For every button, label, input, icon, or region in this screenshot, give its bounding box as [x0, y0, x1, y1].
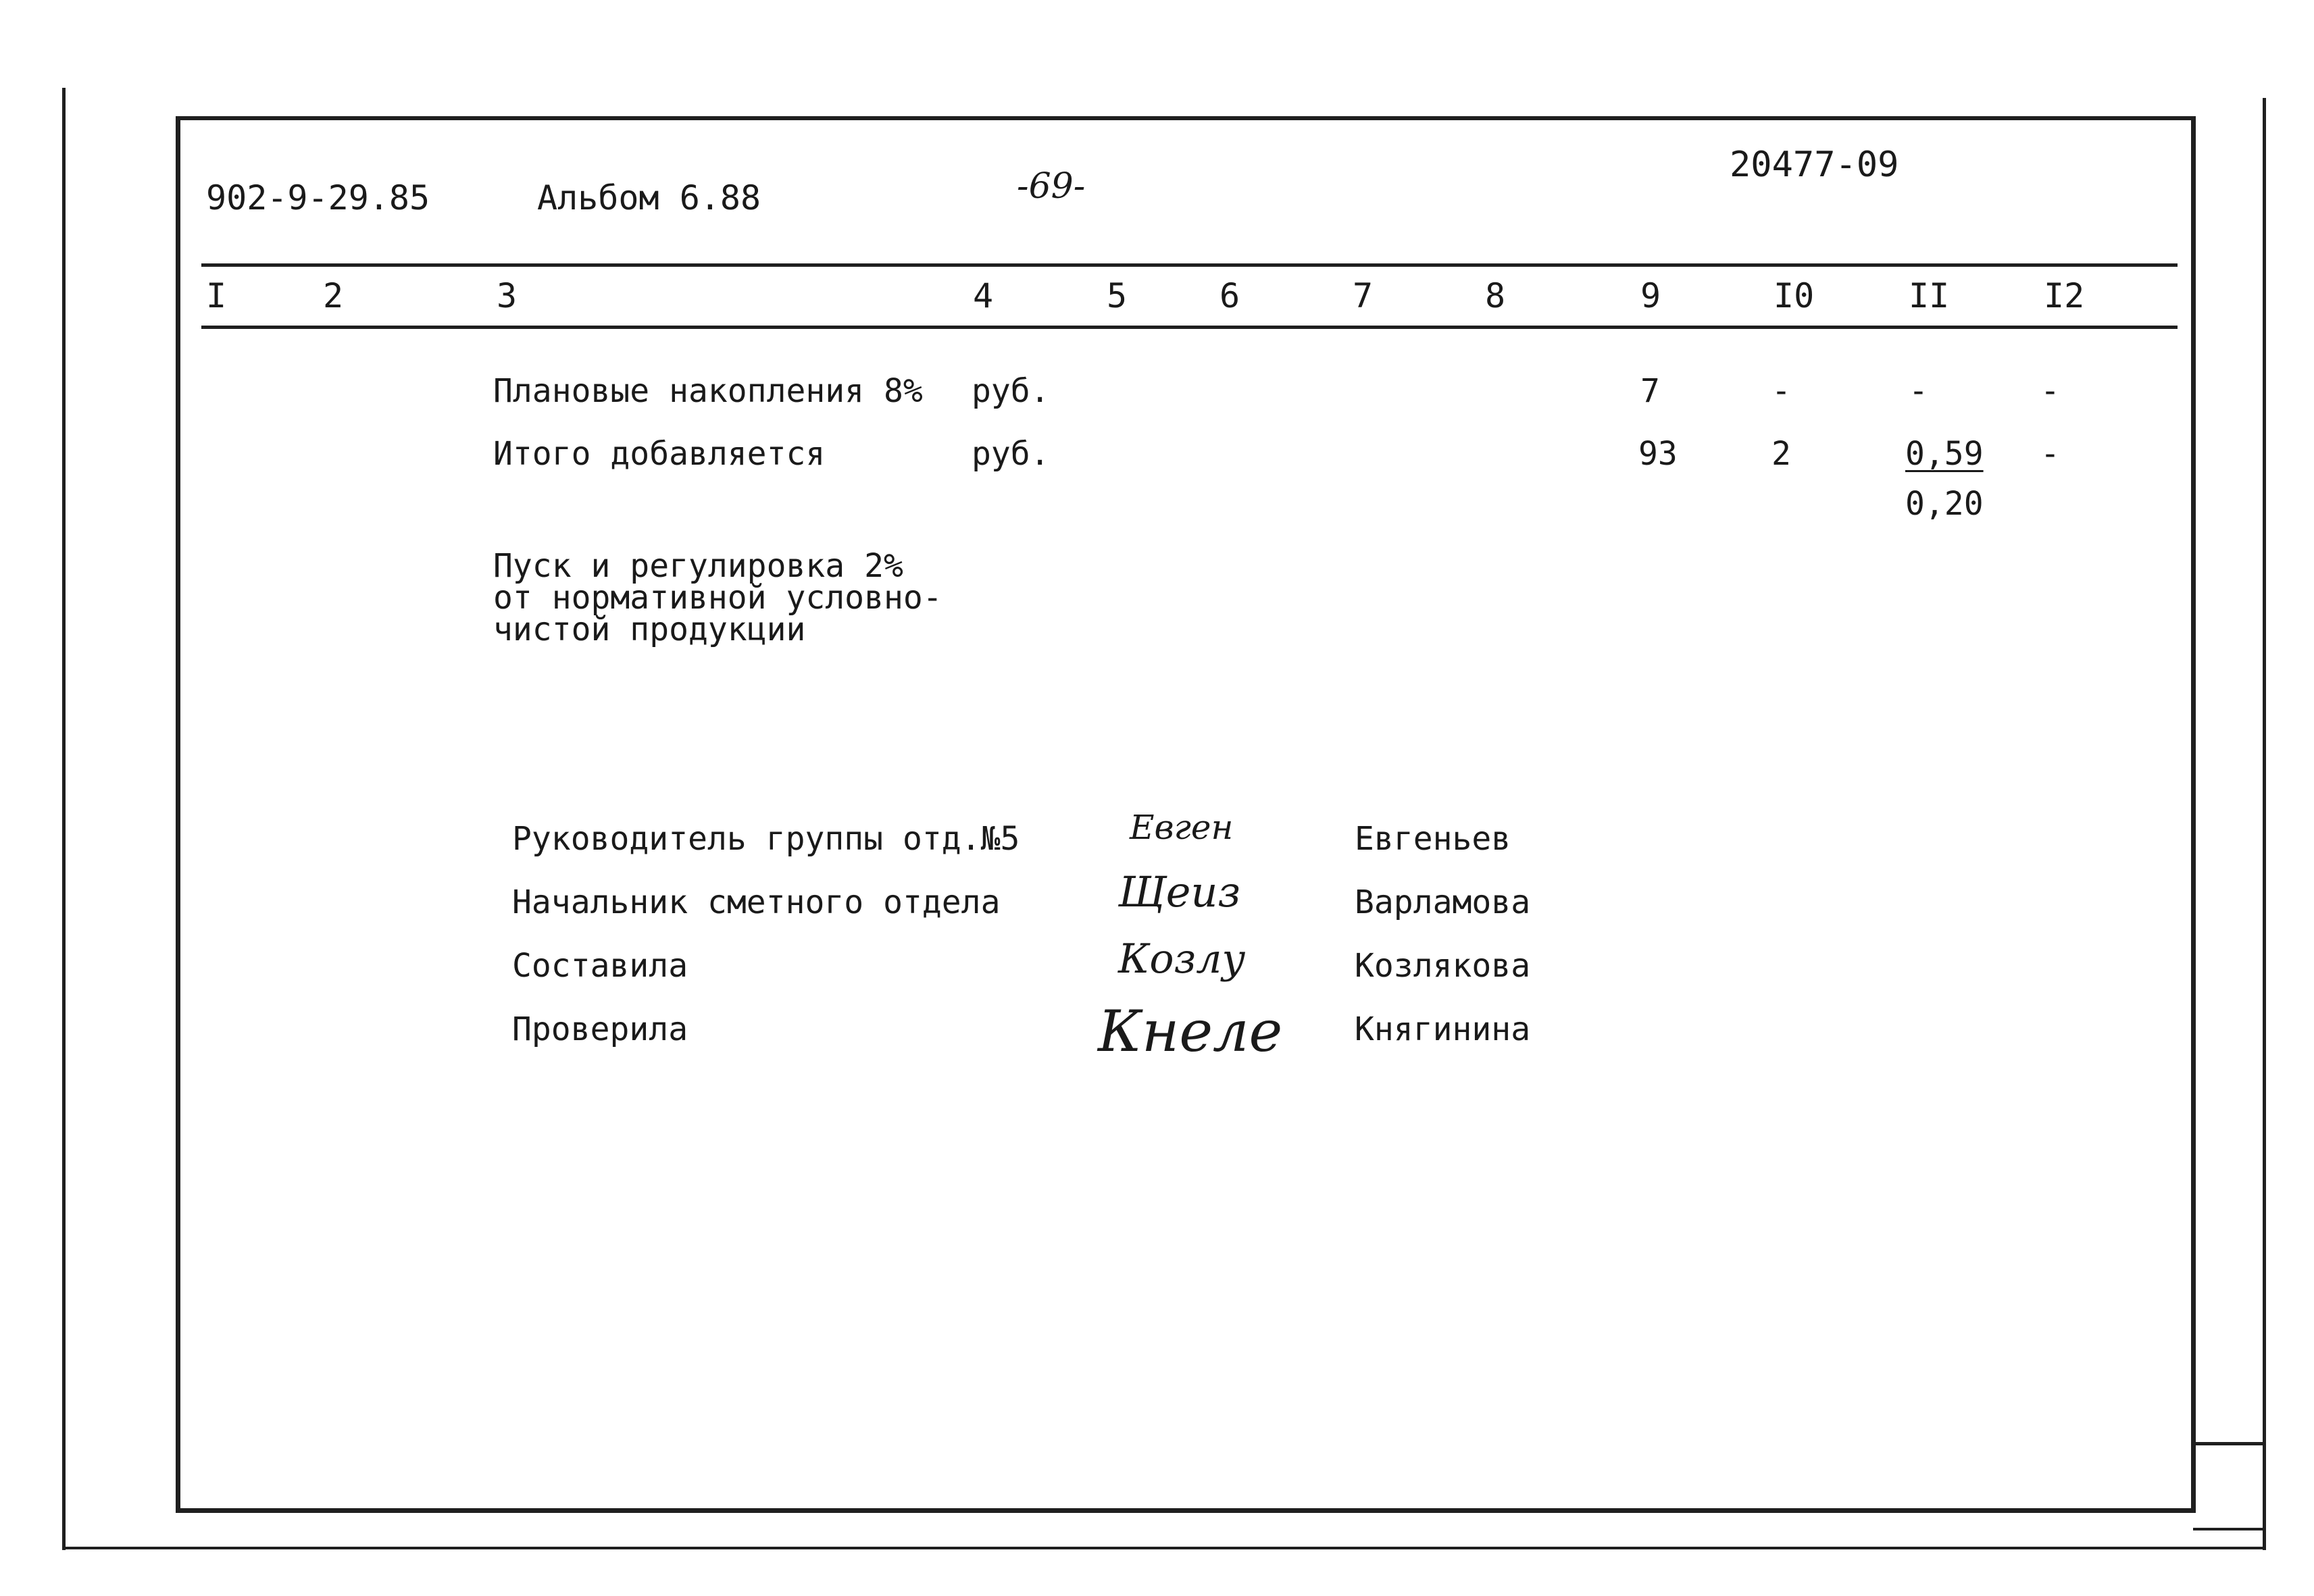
column-header: 9: [1640, 276, 1661, 315]
inner-frame-left: [176, 116, 180, 1513]
column-header: I0: [1774, 276, 1815, 315]
row-col10: -: [1771, 372, 1791, 410]
signature-role: Начальник сметного отдела: [512, 883, 1001, 921]
signature-name: Варламова: [1355, 883, 1531, 921]
column-header: I2: [2044, 276, 2085, 315]
row-unit: руб.: [972, 435, 1050, 473]
row-col11-denominator: 0,20: [1905, 485, 1984, 523]
inner-frame-right: [2191, 116, 2196, 1513]
signature-handwriting: Козлу: [1118, 935, 1246, 983]
signature-role: Проверила: [512, 1010, 688, 1048]
row-col10: 2: [1771, 435, 1791, 473]
column-header-bottom-rule: [201, 326, 2178, 329]
column-header: 3: [497, 276, 518, 315]
album-label: Альбом 6.88: [537, 178, 761, 217]
stamp-box-bottom: [2193, 1528, 2266, 1530]
startup-note: Пуск и регулировка 2% от нормативной условно- чистой продукции: [493, 547, 942, 649]
signature-handwriting: Кнеле: [1098, 998, 1283, 1064]
column-header: 4: [973, 276, 994, 315]
signature-handwriting: Щеиз: [1118, 867, 1241, 917]
outer-frame-bottom: [62, 1547, 2266, 1549]
row-col11-numerator: 0,59: [1905, 435, 1984, 473]
row-col9: 7: [1640, 372, 1660, 410]
row-unit: руб.: [972, 372, 1050, 410]
row-name: Плановые накопления 8%: [493, 372, 923, 410]
row-col11: -: [1909, 372, 1928, 410]
column-header: 8: [1485, 276, 1506, 315]
signature-role: Руководитель группы отд.№5: [512, 820, 1020, 858]
column-header: 6: [1219, 276, 1240, 315]
row-col12: -: [2040, 372, 2060, 410]
signature-name: Евгеньев: [1355, 820, 1511, 858]
column-header: 5: [1107, 276, 1128, 315]
inventory-number: 20477-09: [1730, 145, 1899, 185]
doc-code: 902-9-29.85: [206, 178, 430, 217]
outer-frame-left: [62, 88, 66, 1550]
column-header: II: [1909, 276, 1950, 315]
signature-handwriting: Евген: [1130, 808, 1234, 847]
outer-frame-right: [2263, 98, 2266, 1550]
signature-name: Княгинина: [1355, 1010, 1531, 1048]
inner-frame-bottom: [176, 1508, 2196, 1513]
row-name: Итого добавляется: [493, 435, 826, 473]
signature-name: Козлякова: [1355, 947, 1531, 985]
signature-role: Составила: [512, 947, 688, 985]
column-header: I: [206, 276, 227, 315]
column-header-top-rule: [201, 263, 2178, 267]
row-col9: 93: [1638, 435, 1678, 473]
stamp-box-top: [2193, 1442, 2266, 1445]
row-col12: -: [2040, 435, 2060, 473]
column-header: 7: [1353, 276, 1374, 315]
page-number: -69-: [1017, 166, 1086, 207]
inner-frame-top: [176, 116, 2196, 120]
column-header: 2: [323, 276, 344, 315]
